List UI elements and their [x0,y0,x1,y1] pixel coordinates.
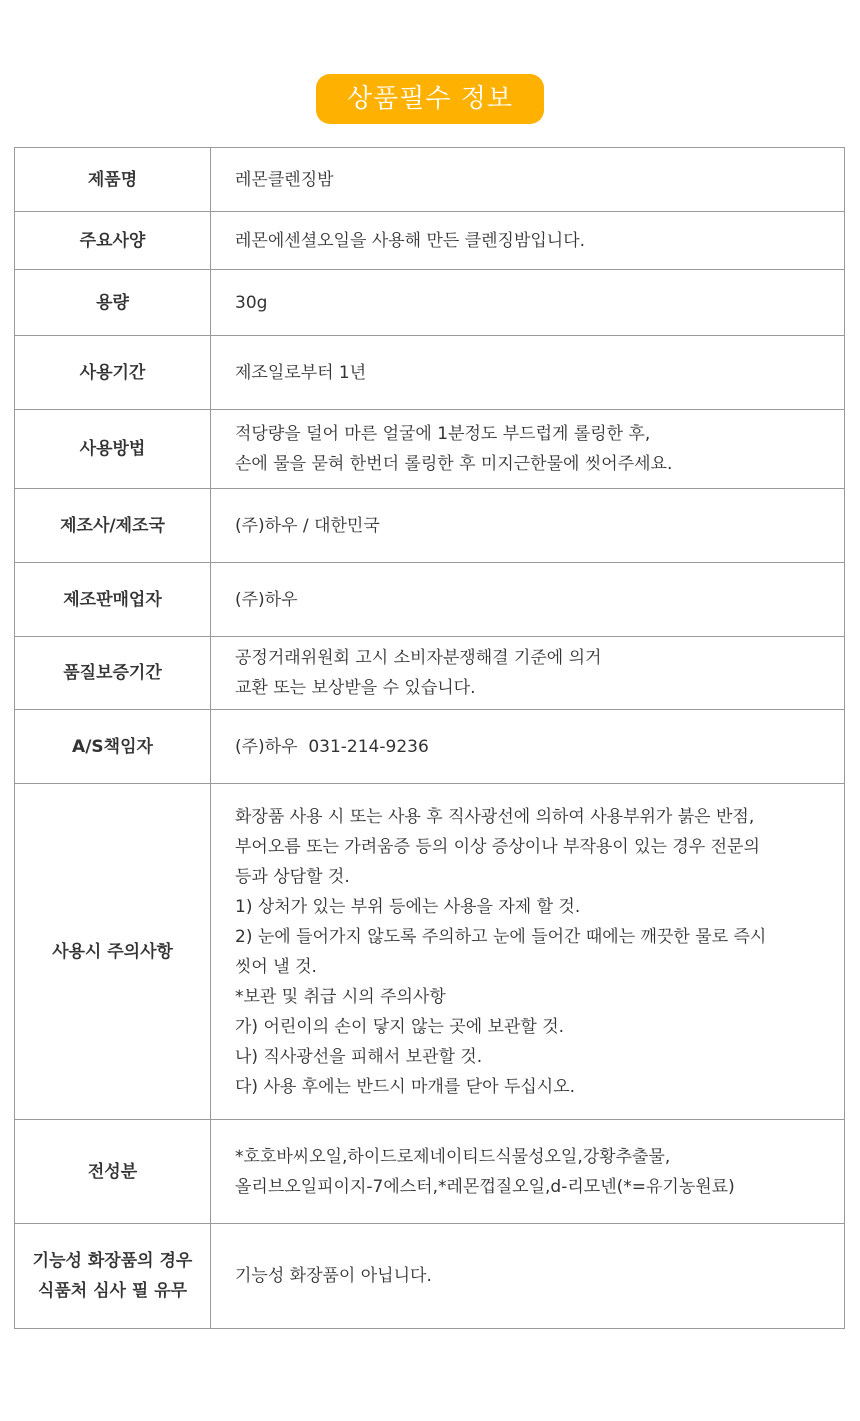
row-label [15,336,211,410]
value-text: 씻어 낼 것. [235,956,317,977]
row-label [15,637,211,710]
label-text: 전성분 [87,1161,138,1182]
table-row [15,148,845,212]
row-value [211,410,845,489]
value-text: (주)하우 [235,589,298,610]
value-text: *보관 및 취급 시의 주의사항 [235,986,446,1007]
value-text: 등과 상담할 것. [235,866,350,887]
value-text: 화장품 사용 시 또는 사용 후 직사광선에 의하여 사용부위가 붉은 반점, [235,806,755,827]
value-text: 나) 직사광선을 피해서 보관할 것. [235,1046,483,1067]
label-text: 주요사양 [79,230,146,251]
row-label [15,489,211,563]
value-text: 제조일로부터 1년 [235,362,367,383]
product-info-table [14,147,845,1329]
row-value [211,637,845,710]
table-row [15,637,845,710]
row-value [211,784,845,1120]
row-label [15,1224,211,1329]
label-text: 품질보증기간 [63,663,162,683]
value-text: 2) 눈에 들어가지 않도록 주의하고 눈에 들어간 때에는 깨끗한 물로 즉시 [235,926,767,947]
section-title-badge: 상품필수 정보 [316,74,544,124]
value-text: (주)하우 031-214-9236 [235,736,429,757]
label-text: 제품명 [87,169,138,190]
row-label [15,148,211,212]
row-value [211,336,845,410]
value-text: 레몬에센셜오일을 사용해 만든 클렌징밤입니다. [235,230,586,251]
label-text: 사용시 주의사항 [52,941,173,962]
row-value [211,710,845,784]
table-row [15,336,845,410]
row-value [211,563,845,637]
label-text: 제조판매업자 [63,589,162,610]
row-value [211,148,845,212]
value-text: 30g [235,292,268,313]
table-row [15,1224,845,1329]
row-value [211,1120,845,1224]
table-row [15,489,845,563]
value-text: 공정거래위원회 고시 소비자분쟁해결 기준에 의거 [235,648,602,668]
value-text: 다) 사용 후에는 반드시 마개를 닫아 두십시오. [235,1076,576,1097]
value-text: (주)하우 / 대한민국 [235,515,380,536]
table-row [15,410,845,489]
row-label [15,212,211,270]
row-label [15,710,211,784]
row-value [211,489,845,563]
row-label [15,784,211,1120]
label-text: 용량 [96,292,129,313]
value-text: 교환 또는 보상받을 수 있습니다. [235,678,476,698]
table-row [15,212,845,270]
row-label [15,410,211,489]
row-label [15,270,211,336]
label-text: 제조사/제조국 [60,515,165,536]
label-text: 사용기간 [79,362,146,383]
value-text: *호호바씨오일,하이드로제네이티드식물성오일,강황추출물, [235,1146,671,1167]
label-text: 기능성 화장품의 경우 [32,1251,193,1271]
table-row [15,270,845,336]
value-text: 가) 어린이의 손이 닿지 않는 곳에 보관할 것. [235,1016,565,1037]
table-row [15,710,845,784]
label-text: 사용방법 [79,439,146,459]
table-row [15,784,845,1120]
value-text: 부어오름 또는 가려움증 등의 이상 증상이나 부작용이 있는 경우 전문의 [235,836,760,857]
label-text: 식품처 심사 필 유무 [37,1281,188,1301]
table-row [15,563,845,637]
value-text: 레몬클렌징밤 [235,169,334,190]
value-text: 1) 상처가 있는 부위 등에는 사용을 자제 할 것. [235,896,581,917]
row-value [211,1224,845,1329]
value-text: 올리브오일피이지-7에스터,*레몬껍질오일,d-리모넨(*=유기농원료) [235,1176,735,1197]
value-text: 적당량을 덜어 마른 얼굴에 1분정도 부드럽게 롤링한 후, [235,424,651,444]
value-text: 손에 물을 묻혀 한번더 롤링한 후 미지근한물에 씻어주세요. [235,454,673,474]
row-label [15,563,211,637]
row-label [15,1120,211,1224]
label-text: A/S책임자 [72,736,153,757]
table-row [15,1120,845,1224]
row-value [211,270,845,336]
row-value [211,212,845,270]
value-text: 기능성 화장품이 아닙니다. [235,1266,432,1286]
